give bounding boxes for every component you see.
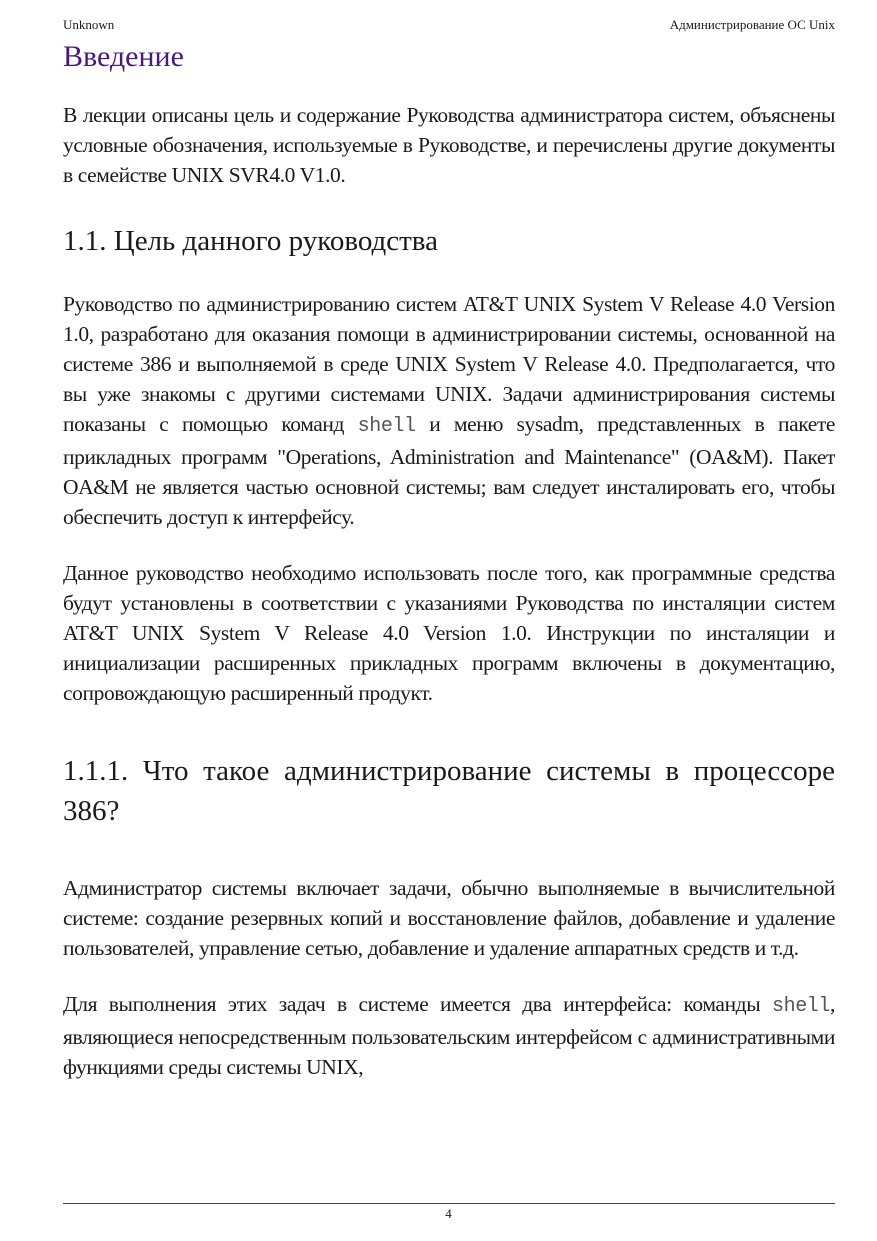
footer-divider [63,1203,835,1204]
intro-paragraph: В лекции описаны цель и содержание Руководства администратора систем, объяснены условные обозначения, используемые в Руководстве, и перечислены другие документы в семействе UNIX SVR4.0 V1.0. [63,103,835,187]
shell-code: shell [772,995,831,1018]
paragraph-text: и меню sysadm, представленных в пакете прикладных программ "Operations, Administration and Maintenance" (OA&M). Пакет OA&M не является частью основной системы; вам следует инсталировать его, чтобы обеспечить доступ к интерфейсу. [63,412,836,529]
page-number: 4 [445,1206,452,1221]
section-heading-1-1: 1.1. Цель данного руководства [63,225,438,257]
paragraph-text: Для выполнения этих задач в системе имеется два интерфейса: команды [63,992,761,1016]
paragraph-text: , являющиеся непосредственным пользовательским интерфейсом с административными функциями среды системы UNIX, [63,992,835,1079]
section-1-1-paragraph-1 [63,289,835,532]
section-1-1-1-paragraph-1: Администратор системы включает задачи, обычно выполняемые в вычислительной системе: создание резервных копий и восстановление файлов, добавление и удаление пользователей, управление сетью, добавление и удаление аппаратных средств и т.д. [63,876,835,960]
shell-code: shell [357,415,416,438]
section-1-1-1-paragraph-2 [63,989,835,1082]
paragraph-text: Руководство по администрированию систем AT&T UNIX System V Release 4.0 Version 1.0, разработано для оказания помощи в администрировании системы, основанной на системе 386 и выполняемой в среде UNIX System V Release 4.0. Предполагается, что вы уже знакомы с другими системами UNIX. Задачи администрирования системы показаны с помощью команд [63,292,835,436]
running-header-left: Unknown [63,17,115,32]
page-content [63,38,835,1082]
chapter-title: Введение [63,40,184,73]
running-header-right: Администрирование ОС Unix [669,17,835,32]
section-heading-1-1-1: 1.1.1. Что такое администрирование системы в процессоре 386? [63,755,835,827]
section-1-1-paragraph-2: Данное руководство необходимо использовать после того, как программные средства будут установлены в соответствии с указаниями Руководства по инсталяции систем AT&T UNIX System V Release 4.0 Version 1.0. Инструкции по инсталяции и инициализации расширенных прикладных программ включены в документацию, сопровождающую расширенный продукт. [63,561,835,705]
